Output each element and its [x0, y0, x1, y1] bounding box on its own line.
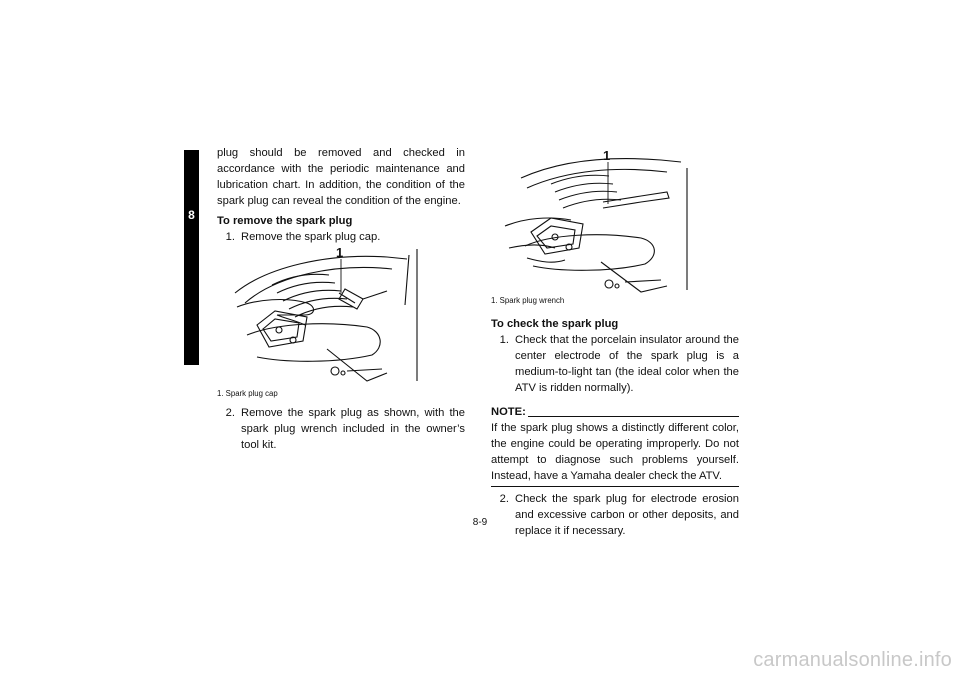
section-heading-check: To check the spark plug	[491, 318, 619, 330]
figure-spark-plug-cap	[217, 245, 465, 399]
note-header	[491, 404, 739, 420]
step-number: 1.	[499, 334, 509, 346]
spark-plug-cap-illustration	[217, 245, 465, 387]
step-number: 1.	[225, 231, 235, 243]
right-column	[491, 148, 739, 539]
intro-paragraph: plug should be removed and checked in accordance with the periodic maintenance and lubrication chart. In addition, the condition of the spark plug can reveal the condition of the engine.	[217, 147, 465, 207]
step-text: Remove the spark plug as shown, with the spark plug wrench included in the owner’s tool kit.	[241, 407, 465, 451]
watermark: carmanualsonline.info	[753, 649, 952, 671]
check-step-2	[491, 491, 739, 539]
left-column	[217, 145, 465, 453]
remove-step-2	[217, 405, 465, 453]
remove-step-1	[217, 229, 465, 245]
figure-caption: 1. Spark plug cap	[217, 389, 278, 398]
note-label: NOTE:	[491, 406, 526, 418]
figure-spark-plug-wrench	[491, 148, 739, 306]
note-text: If the spark plug shows a distinctly different color, the engine could be operating improperly. Do not attempt to diagnose such problems yourself. Instead, have a Yamaha dealer check the ATV.	[491, 420, 739, 487]
check-step-1	[491, 332, 739, 396]
figure-caption: 1. Spark plug wrench	[491, 296, 565, 305]
step-text: Remove the spark plug cap.	[241, 231, 381, 243]
step-number: 2.	[225, 407, 235, 419]
step-text: Check that the porcelain insulator around the center electrode of the spark plug is a medium-to-light tan (the ideal color when the ATV is ridden normally).	[515, 334, 739, 394]
page-number: 8-9	[472, 517, 488, 528]
note-rule	[528, 416, 739, 417]
chapter-number: 8	[188, 208, 195, 222]
step-text: Check the spark plug for electrode erosion and excessive carbon or other deposits, and replace it if necessary.	[515, 493, 739, 537]
spark-plug-wrench-illustration	[491, 148, 739, 294]
step-number: 2.	[499, 493, 509, 505]
figure-callout-number: 1	[336, 245, 344, 260]
section-heading-remove: To remove the spark plug	[217, 215, 353, 227]
chapter-tab	[184, 150, 199, 365]
figure-callout-number: 1	[603, 148, 611, 163]
